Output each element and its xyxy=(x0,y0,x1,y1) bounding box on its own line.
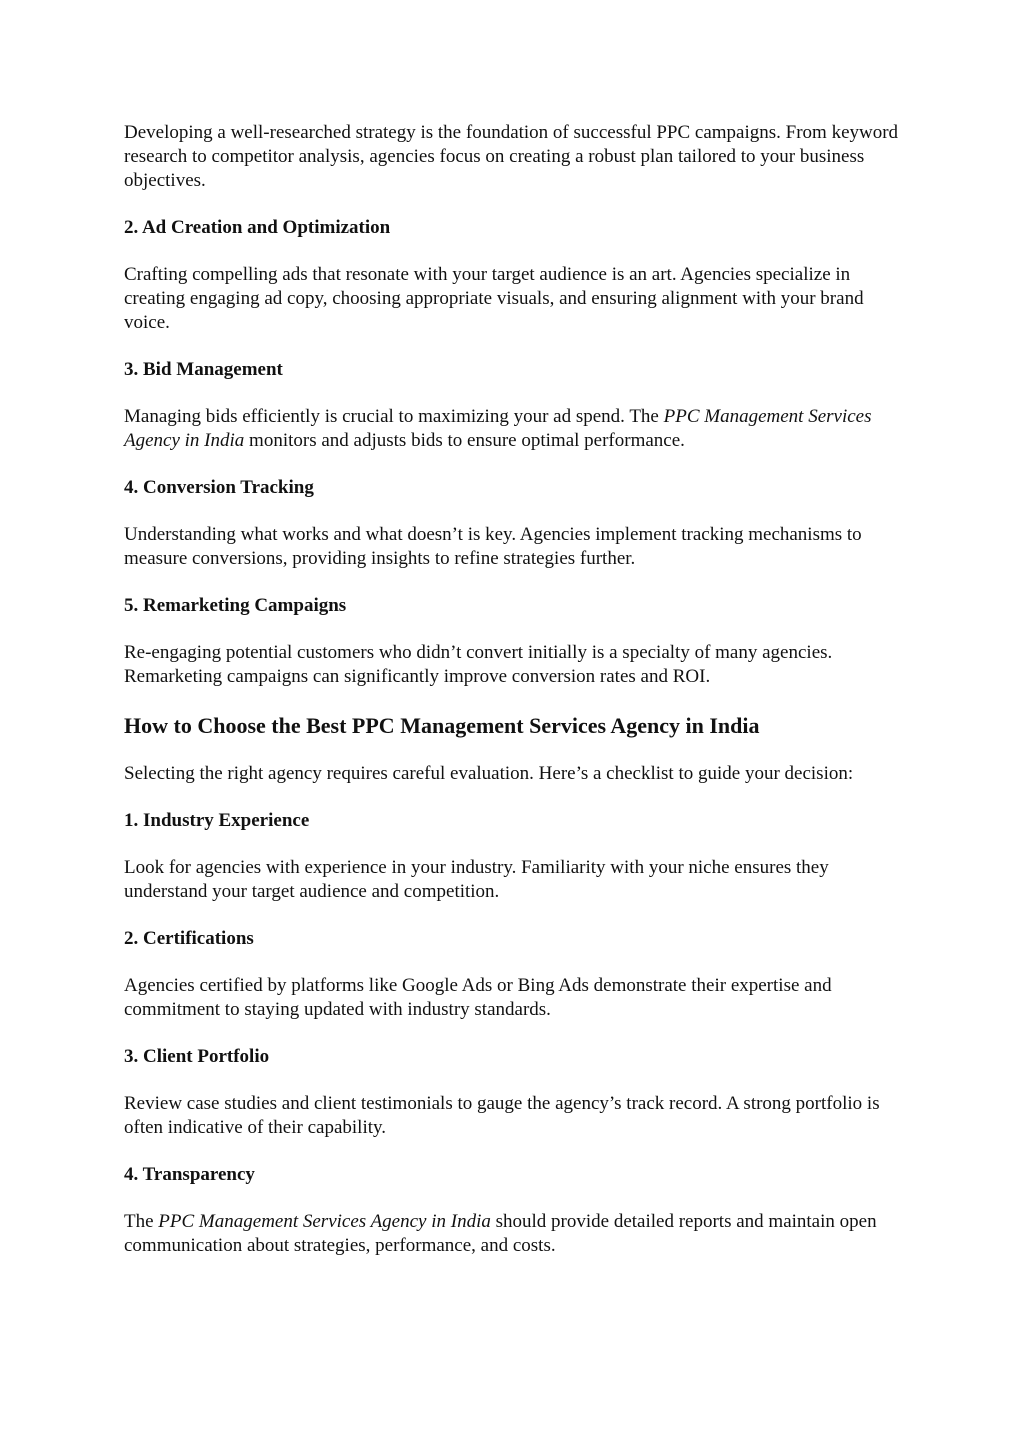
service-body-ad-creation: Crafting compelling ads that resonate with your target audience is an art. Agencies specialize in creating engaging ad copy, choosing appropriate visuals, and ensuring alignment with your brand voice. xyxy=(124,264,864,333)
body-text-before: Managing bids efficiently is crucial to maximizing your ad spend. The xyxy=(124,406,664,427)
checklist-heading-industry-experience: 1. Industry Experience xyxy=(124,810,310,831)
service-heading-bid-management: 3. Bid Management xyxy=(124,359,283,380)
service-heading-remarketing: 5. Remarketing Campaigns xyxy=(124,595,347,616)
checklist-body-industry-experience: Look for agencies with experience in your industry. Familiarity with your niche ensures they understand your target audience and competition. xyxy=(124,857,829,902)
service-heading-conversion-tracking: 4. Conversion Tracking xyxy=(124,477,314,498)
intro-paragraph: Developing a well-researched strategy is the foundation of successful PPC campaigns. From keyword research to competitor analysis, agencies focus on creating a robust plan tailored to your business objectives. xyxy=(124,122,899,191)
service-heading-ad-creation: 2. Ad Creation and Optimization xyxy=(124,217,391,238)
checklist-heading-client-portfolio: 3. Client Portfolio xyxy=(124,1046,270,1067)
body-text-before: The xyxy=(124,1211,159,1232)
checklist-body-client-portfolio: Review case studies and client testimonials to gauge the agency’s track record. A strong portfolio is often indicative of their capability. xyxy=(124,1093,880,1138)
service-body-bid-management xyxy=(124,405,914,453)
italic-agency-name: PPC Management Services Agency in India xyxy=(158,1211,491,1232)
document-page xyxy=(124,121,914,1281)
checklist-body-certifications: Agencies certified by platforms like Google Ads or Bing Ads demonstrate their expertise and commitment to staying updated with industry standards. xyxy=(124,975,832,1020)
checklist-heading-certifications: 2. Certifications xyxy=(124,928,254,949)
checklist-heading-transparency: 4. Transparency xyxy=(124,1164,255,1185)
choose-intro-paragraph: Selecting the right agency requires careful evaluation. Here’s a checklist to guide your decision: xyxy=(124,763,854,784)
checklist-body-transparency xyxy=(124,1210,914,1258)
service-body-remarketing: Re-engaging potential customers who didn’t convert initially is a specialty of many agencies. Remarketing campaigns can significantly improve conversion rates and ROI. xyxy=(124,642,833,687)
body-text-after: should provide detailed reports and maintain open communication about strategies, performance, and costs. xyxy=(124,1211,877,1256)
italic-agency-name: PPC Management Services Agency in India xyxy=(124,406,872,451)
section-title-how-to-choose: How to Choose the Best PPC Management Services Agency in India xyxy=(124,713,760,738)
body-text-after: monitors and adjusts bids to ensure optimal performance. xyxy=(244,430,685,451)
service-body-conversion-tracking: Understanding what works and what doesn’t is key. Agencies implement tracking mechanisms to measure conversions, providing insights to refine strategies further. xyxy=(124,524,862,569)
